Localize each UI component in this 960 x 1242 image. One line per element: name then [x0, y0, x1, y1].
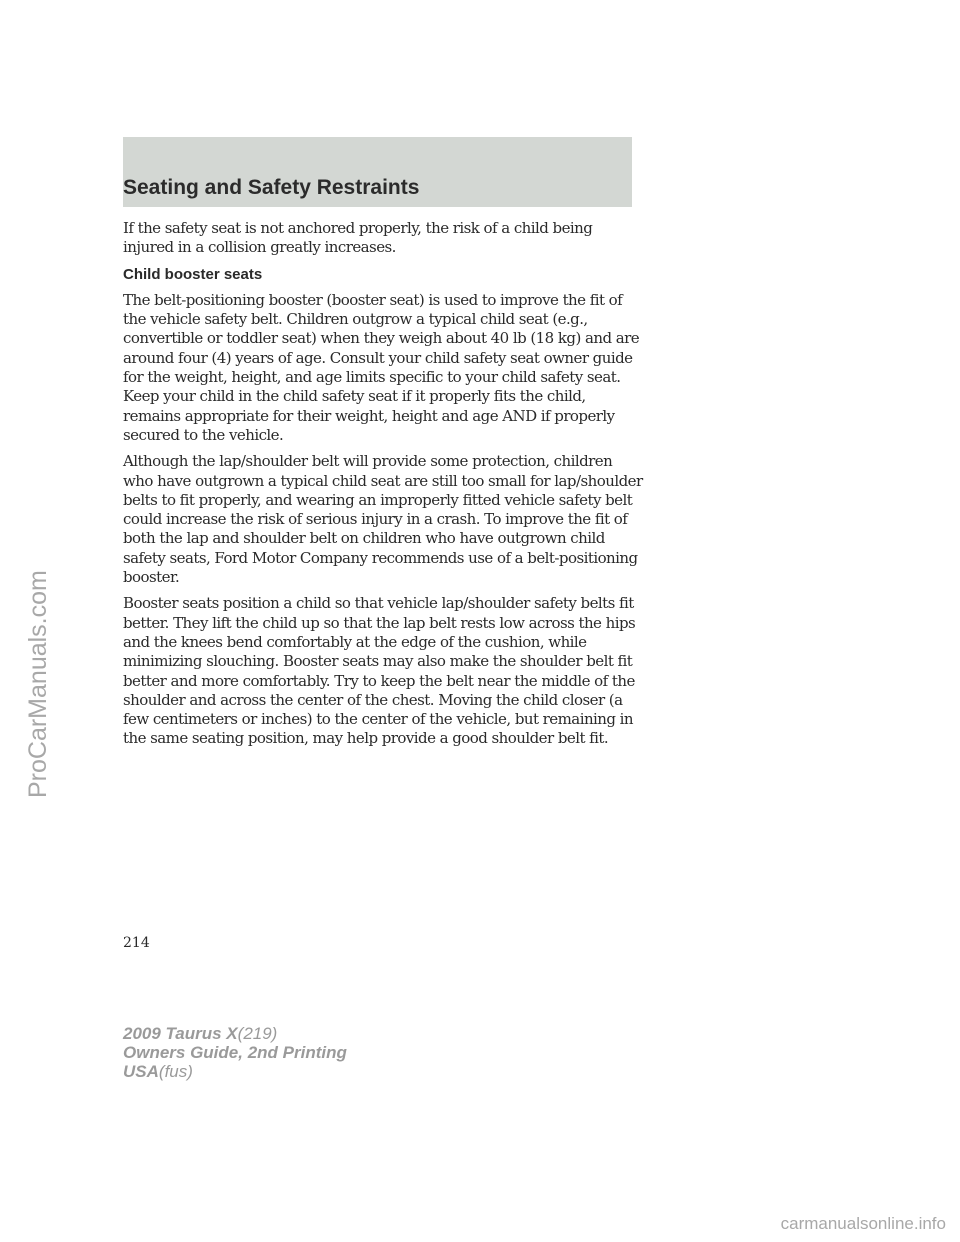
print-footer [123, 1024, 347, 1081]
page-number: 214 [123, 935, 150, 951]
side-watermark [14, 448, 314, 798]
booster-paragraph-3: Booster seats position a child so that vehicle lap/shoulder safety belts fit better. They lift the child up so that the lap belt rests low across the hips and the knees bend comfortably at the edge of the cushion, while minimizing slouching. Booster seats may also make the shoulder belt fit better and more comfortably. Try to keep the belt near the middle of the shoulder and across the center of the chest. Moving the child closer (a few centimeters or inches) to the center of the vehicle, but remaining in the same seating position, may help provide a good shoulder belt fit. [123, 594, 636, 748]
footer-model-line [123, 1024, 347, 1043]
bottom-watermark: carmanualsonline.info [780, 1214, 946, 1233]
footer-market-code: (fus) [158, 1062, 193, 1081]
footer-market: USA [123, 1062, 159, 1081]
booster-seats-heading: Child booster seats [123, 265, 263, 283]
section-title: Seating and Safety Restraints [123, 176, 420, 199]
footer-market-line [123, 1062, 347, 1081]
booster-paragraph-2: Although the lap/shoulder belt will provide some protection, children who have outgrown a typical child seat are still too small for lap/shoulder belts to fit properly, and wearing an improperly fitted vehicle safety belt could increase the risk of serious injury in a crash. To improve the fit of both the lap and shoulder belt on children who have outgrown child safety seats, Ford Motor Company recommends use of a belt-positioning booster. [123, 452, 643, 587]
footer-model-code: (219) [237, 1024, 278, 1043]
footer-guide: Owners Guide, 2nd Printing [123, 1043, 347, 1062]
booster-paragraph-1: The belt-positioning booster (booster seat) is used to improve the fit of the vehicle safety belt. Children outgrow a typical child seat (e.g., convertible or toddler seat) when they weigh about 40 lb (18 kg) and are around four (4) years of age. Consult your child safety seat owner guide for the weight, height, and age limits specific to your child safety seat. Keep your child in the child safety seat if it properly fits the child, remains appropriate for their weight, height and age AND if properly secured to the vehicle. [123, 290, 640, 444]
footer-model: 2009 Taurus X [123, 1024, 238, 1043]
intro-paragraph: If the safety seat is not anchored properly, the risk of a child being injured in a collision greatly increases. [123, 219, 593, 257]
side-watermark-text: ProCarManuals.com [24, 570, 52, 798]
